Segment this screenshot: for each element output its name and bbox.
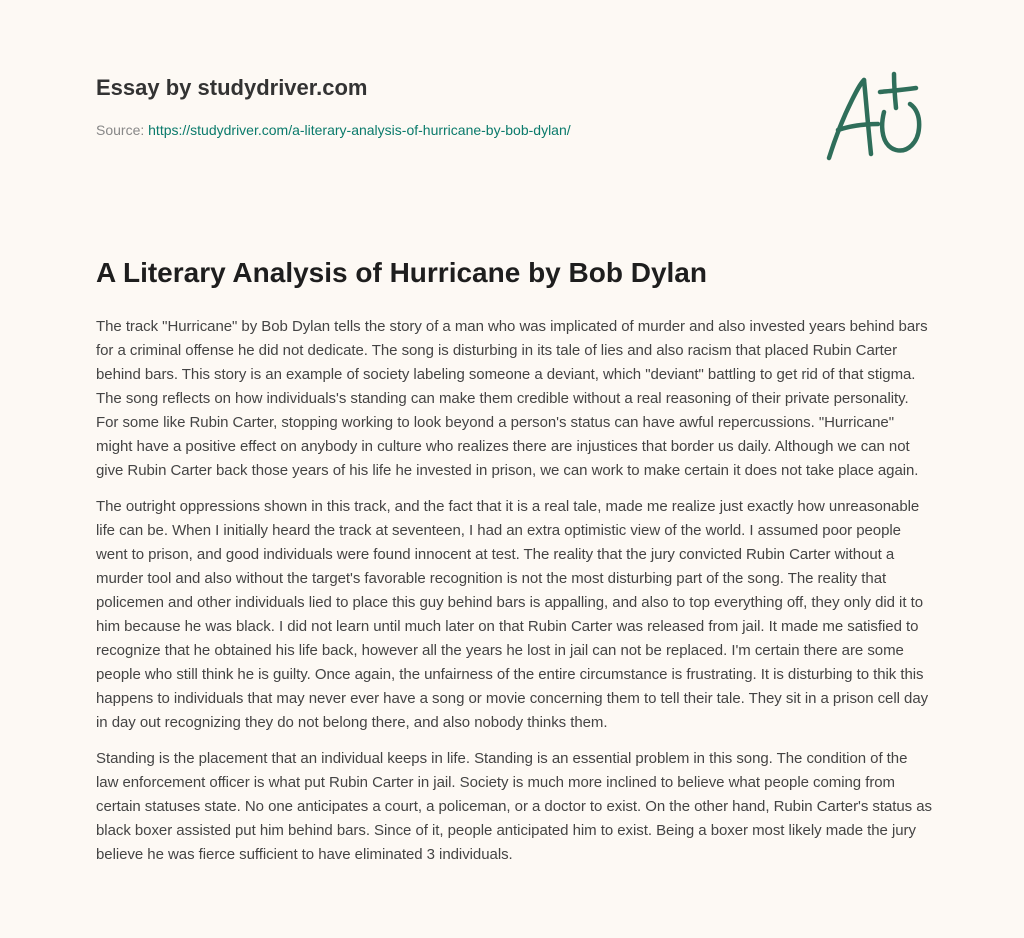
source-link[interactable]: https://studydriver.com/a-literary-analysis-of-hurricane-by-bob-dylan/ (148, 122, 571, 138)
essay-paragraph: The outright oppressions shown in this track, and the fact that it is a real tale, made me realize just exactly how unreasonable life can be. When I initially heard the track at seventeen, I had an extra optimistic view of the world. I assumed poor people went to prison, and good individuals were found innocent at test. The reality that the jury convicted Rubin Carter without a murder tool and also without the target's favorable recognition is not the most disturbing part of the song. The reality that policemen and other individuals lied to place this guy behind bars is appalling, and also to top everything off, they only did it to him because he was black. I did not learn until much later on that Rubin Carter was released from jail. It made me satisfied to recognize that he obtained his life back, however all the years he lost in jail can not be replaced. I'm certain there are some people who still think he is guilty. Once again, the unfairness of the entire circumstance is frustrating. It is disturbing to thik this happens to individuals that may never ever have a song or movie concerning them to tell their tale. They sit in a prison cell day in day out recognizing they do not belong there, and also nobody thinks them. (96, 498, 929, 731)
essay-paragraph: The track "Hurricane" by Bob Dylan tells the story of a man who was implicated of murder and also invested years behind bars for a criminal offense he did not dedicate. The song is disturbing in its tale of lies and also racism that placed Rubin Carter behind bars. This story is an example of society labeling someone a deviant, which "deviant" battling to get rid of that stigma. The song reflects on how individuals's standing can make them credible without a real reasoning of their private personality. For some like Rubin Carter, stopping working to look beyond a person's status can have awful repercussions. "Hurricane" might have a positive effect on anybody in culture who realizes there are injustices that border us daily. Although we can not give Rubin Carter back those years of his life he invested in prison, we can work to make certain it does not take place again. (96, 318, 928, 479)
source-label: Source: (96, 122, 145, 138)
essay-title: A Literary Analysis of Hurricane by Bob Dylan (96, 257, 707, 288)
essay (96, 255, 932, 879)
essay-paragraph: Standing is the placement that an individual keeps in life. Standing is an essential problem in this song. The condition of the law enforcement officer is what put Rubin Carter in jail. Society is much more inclined to believe what people coming from certain statuses state. No one anticipates a court, a policeman, or a doctor to exist. On the other hand, Rubin Carter's status as black boxer assisted put him behind bars. Since of it, people anticipated him to exist. Being a boxer most likely made the jury believe he was fierce sufficient to have eliminated 3 individuals. (96, 750, 932, 863)
source-line (96, 121, 796, 139)
a-plus-logo-icon (822, 70, 926, 162)
site-title: Essay by studydriver.com (96, 75, 368, 100)
page-header (96, 74, 796, 139)
